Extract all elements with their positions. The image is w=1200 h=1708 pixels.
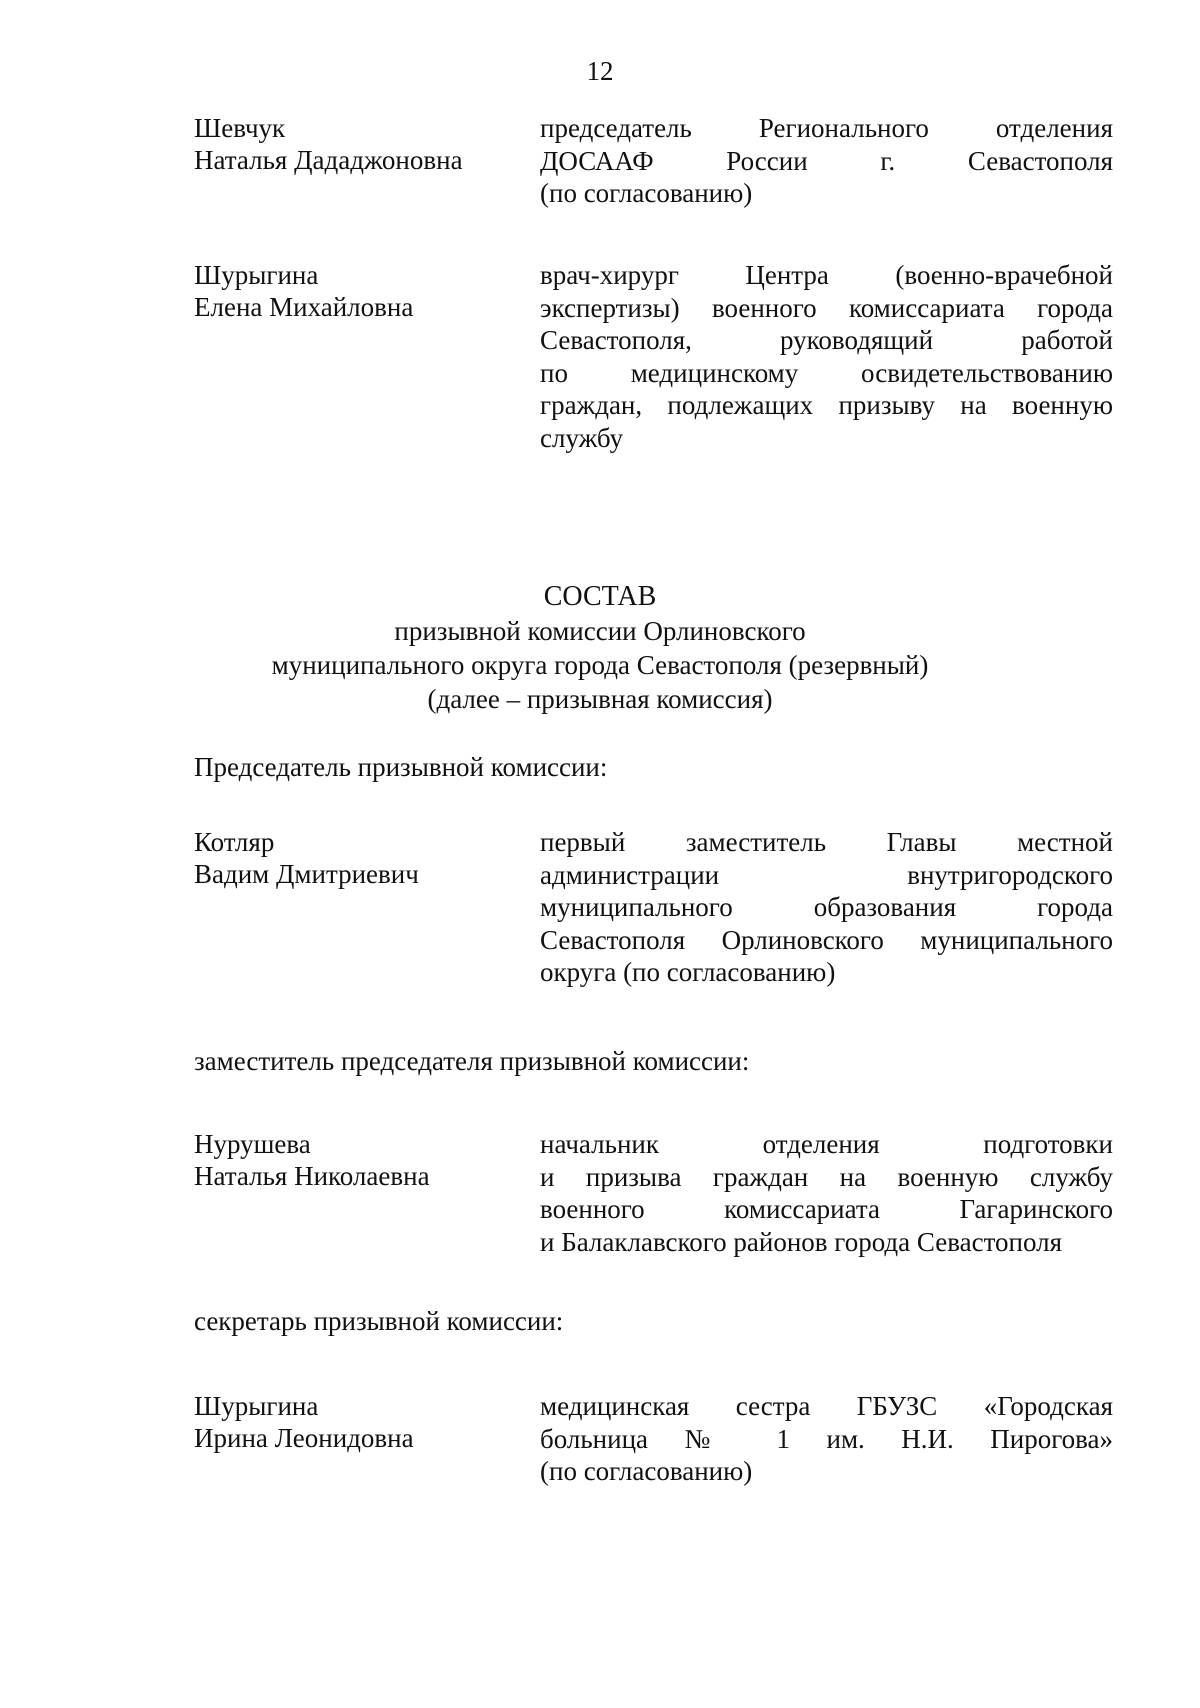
- member-position: [540, 1390, 1113, 1488]
- member-surname: Котляр: [194, 827, 275, 857]
- member-surname: Шурыгина: [194, 260, 319, 290]
- member-surname: Шевчук: [194, 113, 286, 143]
- position-line: медицинская сестра ГБУЗС «Городская: [540, 1391, 1113, 1421]
- position-line: ДОСААФ России г. Севастополя: [540, 145, 1113, 176]
- member-position: [540, 1128, 1113, 1258]
- position-line: (по согласованию): [540, 1456, 753, 1486]
- position-line: экспертизы) военного комиссариата города: [540, 292, 1113, 323]
- position-line: врач-хирург Центра (военно-врачебной: [540, 260, 1113, 290]
- member-given-names: Елена Михайловна: [194, 292, 414, 322]
- position-line: и призыва граждан на военную службу: [540, 1161, 1113, 1192]
- heading-subtitle-line: призывной комиссии Орлиновского: [394, 616, 806, 646]
- position-line: службу: [540, 422, 624, 453]
- heading-title: СОСТАВ: [543, 581, 657, 612]
- position-line: больница № 1 им. Н.И. Пирогова»: [540, 1423, 1113, 1454]
- member-given-names: Наталья Николаевна: [194, 1161, 430, 1191]
- member-surname: Нурушева: [194, 1129, 311, 1159]
- member-name: [194, 1390, 524, 1454]
- position-line: Севастополя Орлиновского муниципального: [540, 924, 1113, 955]
- member-surname: Шурыгина: [194, 1391, 319, 1421]
- position-line: Севастополя, руководящий работой: [540, 325, 1113, 355]
- position-line: по медицинскому освидетельствованию: [540, 357, 1113, 388]
- commission-heading: [0, 580, 1200, 716]
- position-line: военного комиссариата Гагаринского: [540, 1194, 1113, 1224]
- member-position: [540, 826, 1113, 989]
- heading-subtitle-line: (далее – призывная комиссия): [427, 684, 773, 714]
- position-line: администрации внутригородского: [540, 859, 1113, 890]
- member-name: [194, 259, 524, 323]
- member-name: [194, 1128, 524, 1192]
- member-position: [540, 112, 1113, 210]
- role-heading-secretary: секретарь призывной комиссии:: [194, 1306, 564, 1336]
- member-given-names: Ирина Леонидовна: [194, 1423, 414, 1453]
- position-line: граждан, подлежащих призыву на военную: [540, 390, 1113, 420]
- member-given-names: Вадим Дмитриевич: [194, 859, 419, 889]
- position-line: муниципального образования города: [540, 892, 1113, 922]
- member-name: [194, 826, 524, 890]
- position-line: председатель Регионального отделения: [540, 113, 1113, 143]
- position-line: округа (по согласованию): [540, 957, 836, 987]
- role-heading-deputy: заместитель председателя призывной комиссии:: [194, 1046, 750, 1076]
- position-line: начальник отделения подготовки: [540, 1129, 1113, 1159]
- member-position: [540, 259, 1113, 454]
- member-given-names: Наталья Дададжоновна: [194, 145, 463, 175]
- member-name: [194, 112, 524, 176]
- position-line: и Балаклавского районов города Севастополя: [540, 1226, 1063, 1257]
- role-heading-chairman: Председатель призывной комиссии:: [194, 752, 608, 782]
- position-line: первый заместитель Главы местной: [540, 827, 1113, 857]
- heading-subtitle-line: муниципального округа города Севастополя (резервный): [271, 650, 929, 680]
- page-number: 12: [586, 56, 614, 86]
- position-line: (по согласованию): [540, 178, 753, 208]
